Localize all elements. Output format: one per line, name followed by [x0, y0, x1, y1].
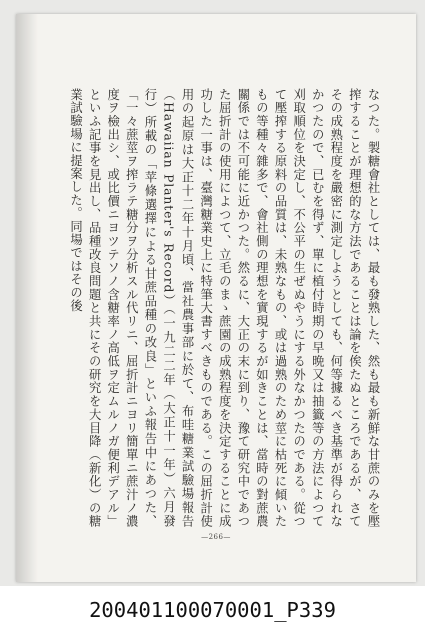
page-spine-shadow: [16, 14, 38, 582]
body-text: なつた。製糖會社としては、最も發熟した、然も最も新鮮な甘蔗のみを壓搾することが理想的な方法であることは論を俟たぬところであるが、さてその成熟程度を嚴密に測定しようとしても、何等據るべき基準が得られなかつたので、已むを得ず、單に植付時期の早晩又は抽籤等の方法によつて刈取順位を決定し、不公平の生ぜぬやうにする外なかつたのである。從つて壓搾する原料の品質は、未熟なもの、或は過熟のため莖に枯死に傾いたもの等種々雜多で、會社側の理想を實現するが如きことは、當時の對蔗農關係では不可能に近かつた。然るに、大正の末に到り、豫て研究中であつた屈折計の使用によつて、立毛のまゝ蔗園の成熟程度を決定することに成功した一事は、臺灣糖業史上に特筆大書すべきものである。この屈折計使用の起原は大正十二年十月頃、當社農事部に於て、布哇糖業試驗場報告（Hawaiian Planter's Record）（一九二二年（大正十一年）六月發行）所載の「苹條選擇による甘蔗品種の改良」といふ報告中にあつた、「一々蔗莖ヲ搾ラテ糖分ヲ分析スル代リニ、屈折計ニヨリ簡單ニ蔗汁ノ濃度ヲ檢出シ、或比價ニヨツテソノ含糖率ノ高低ヲ定ムルノガ便利デアル」といふ記事を見出し、品種改良問題と共にその研究を大目降（新化）の糖業試驗場に提案した。同場ではその後: [68, 88, 380, 528]
page-number: —266—: [201, 533, 231, 541]
image-caption: 200401100070001_P339: [89, 598, 336, 622]
